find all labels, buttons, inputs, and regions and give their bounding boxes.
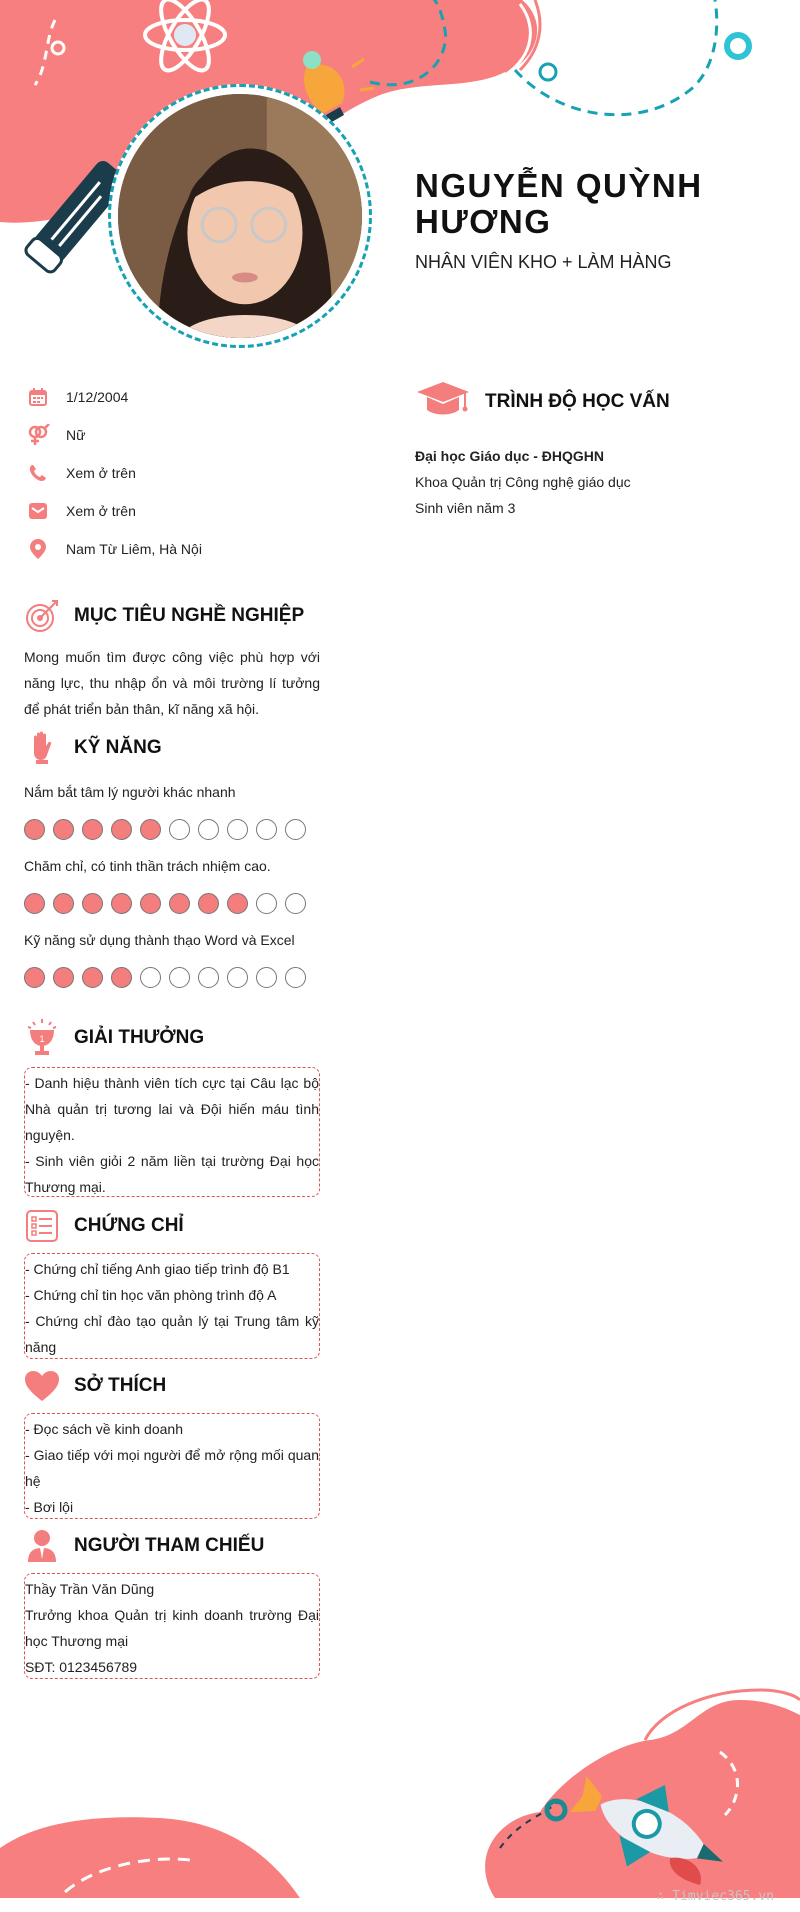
rating-dot-empty	[227, 967, 248, 988]
rating-dot-empty	[198, 819, 219, 840]
certificates-title: CHỨNG CHỈ	[74, 1215, 184, 1236]
education-school: Đại học Giáo dục - ĐHQGHN	[415, 448, 605, 464]
profile-photo	[118, 94, 362, 338]
birthday-text: 1/12/2004	[66, 389, 129, 405]
rating-dot-filled	[198, 893, 219, 914]
skill-label: Chăm chỉ, có tinh thần trách nhiệm cao.	[24, 858, 271, 874]
portrait-illustration	[118, 94, 362, 338]
objective-text: Mong muốn tìm được công việc phù hợp với năng lực, thu nhập ổn và môi trường lí tưởng để phát triển bản thân, kĩ năng xã hội.	[24, 649, 320, 717]
award-item: - Danh hiệu thành viên tích cực tại Câu lạc bộ Nhà quản trị tương lai và Đội hiến máu tình nguyện.	[25, 1075, 319, 1143]
skill-label: Kỹ năng sử dụng thành thạo Word và Excel	[24, 932, 295, 948]
education-major: Khoa Quản trị Công nghệ giáo dục	[415, 474, 631, 490]
reference-heading	[24, 1528, 264, 1564]
skill-rating	[24, 819, 306, 840]
rating-dot-filled	[111, 893, 132, 914]
awards-heading	[24, 1020, 204, 1056]
contact-email	[24, 498, 136, 524]
certificates-box	[24, 1253, 320, 1359]
certificate-item: - Chứng chỉ tin học văn phòng trình độ A	[25, 1287, 277, 1303]
rating-dot-filled	[82, 967, 103, 988]
rating-dot-empty	[285, 819, 306, 840]
rating-dot-filled	[140, 819, 161, 840]
hobby-item: - Giao tiếp với mọi người để mở rộng mối quan hệ	[25, 1447, 319, 1489]
gender-icon	[24, 422, 52, 448]
certificates-heading	[24, 1208, 184, 1244]
rating-dot-filled	[169, 893, 190, 914]
rating-dot-filled	[111, 819, 132, 840]
contact-phone	[24, 460, 136, 486]
rating-dot-filled	[53, 893, 74, 914]
avatar	[108, 84, 372, 348]
rating-dot-empty	[169, 967, 190, 988]
hobbies-title: SỞ THÍCH	[74, 1375, 167, 1396]
education-heading	[415, 380, 670, 423]
contact-address	[24, 536, 202, 562]
certificate-item: - Chứng chỉ tiếng Anh giao tiếp trình độ B1	[25, 1261, 290, 1277]
reference-box	[24, 1573, 320, 1679]
gender-text: Nữ	[66, 427, 86, 443]
rating-dot-filled	[24, 819, 45, 840]
phone-icon	[24, 460, 52, 486]
rating-dot-filled	[111, 967, 132, 988]
email-text: Xem ở trên	[66, 503, 136, 519]
objective-heading	[24, 598, 304, 634]
reference-item: Trưởng khoa Quản trị kinh doanh trường Đại học Thương mại	[25, 1607, 319, 1649]
objective-title: MỤC TIÊU NGHỀ NGHIỆP	[74, 605, 305, 626]
hand-icon	[24, 730, 60, 766]
hobby-item: - Bơi lội	[25, 1499, 74, 1515]
education-year: Sinh viên năm 3	[415, 500, 516, 516]
skills-title: KỸ NĂNG	[74, 737, 162, 758]
awards-box	[24, 1067, 320, 1197]
rating-dot-filled	[53, 967, 74, 988]
address-text: Nam Từ Liêm, Hà Nội	[66, 541, 202, 557]
rating-dot-filled	[140, 893, 161, 914]
reference-item: SĐT: 0123456789	[25, 1659, 138, 1675]
watermark: ∴ Timviec365.vn	[656, 1889, 774, 1904]
rating-dot-empty	[198, 967, 219, 988]
hobbies-box	[24, 1413, 320, 1519]
candidate-name: NGUYỄN QUỲNH HƯƠNG	[415, 167, 703, 240]
certificate-item: - Chứng chỉ đào tạo quản lý tại Trung tâm kỹ năng	[25, 1313, 319, 1355]
rating-dot-filled	[82, 893, 103, 914]
phone-text: Xem ở trên	[66, 465, 136, 481]
rating-dot-filled	[24, 893, 45, 914]
svg-text:1: 1	[39, 1034, 45, 1044]
trophy-icon	[24, 1020, 60, 1056]
mail-icon	[24, 498, 52, 524]
contact-gender	[24, 422, 85, 448]
skill-rating	[24, 967, 306, 988]
rating-dot-empty	[256, 893, 277, 914]
reference-item: Thầy Trần Văn Dũng	[25, 1581, 155, 1597]
rating-dot-filled	[82, 819, 103, 840]
calendar-icon	[24, 384, 52, 410]
education-title: TRÌNH ĐỘ HỌC VẤN	[485, 390, 670, 412]
rating-dot-empty	[285, 893, 306, 914]
reference-title: NGƯỜI THAM CHIẾU	[74, 1535, 265, 1556]
heart-icon	[24, 1368, 60, 1404]
skill-label: Nắm bắt tâm lý người khác nhanh	[24, 784, 236, 800]
location-pin-icon	[24, 536, 52, 562]
skills-heading	[24, 730, 162, 766]
rating-dot-empty	[256, 819, 277, 840]
awards-title: GIẢI THƯỞNG	[74, 1027, 205, 1048]
award-item: - Sinh viên giỏi 2 năm liền tại trường Đại học Thương mại.	[25, 1153, 319, 1195]
rating-dot-empty	[169, 819, 190, 840]
person-icon	[24, 1528, 60, 1564]
rating-dot-filled	[53, 819, 74, 840]
rating-dot-filled	[227, 893, 248, 914]
checklist-icon	[24, 1208, 60, 1244]
rating-dot-empty	[227, 819, 248, 840]
hobby-item: - Đọc sách về kinh doanh	[25, 1421, 183, 1437]
target-icon	[24, 598, 60, 634]
rating-dot-empty	[285, 967, 306, 988]
hobbies-heading	[24, 1368, 166, 1404]
rating-dot-empty	[140, 967, 161, 988]
rating-dot-filled	[24, 967, 45, 988]
rating-dot-empty	[256, 967, 277, 988]
job-title: NHÂN VIÊN KHO + LÀM HÀNG	[415, 252, 672, 272]
skill-rating	[24, 893, 306, 914]
contact-birthday	[24, 384, 128, 410]
graduation-cap-icon	[415, 380, 471, 423]
